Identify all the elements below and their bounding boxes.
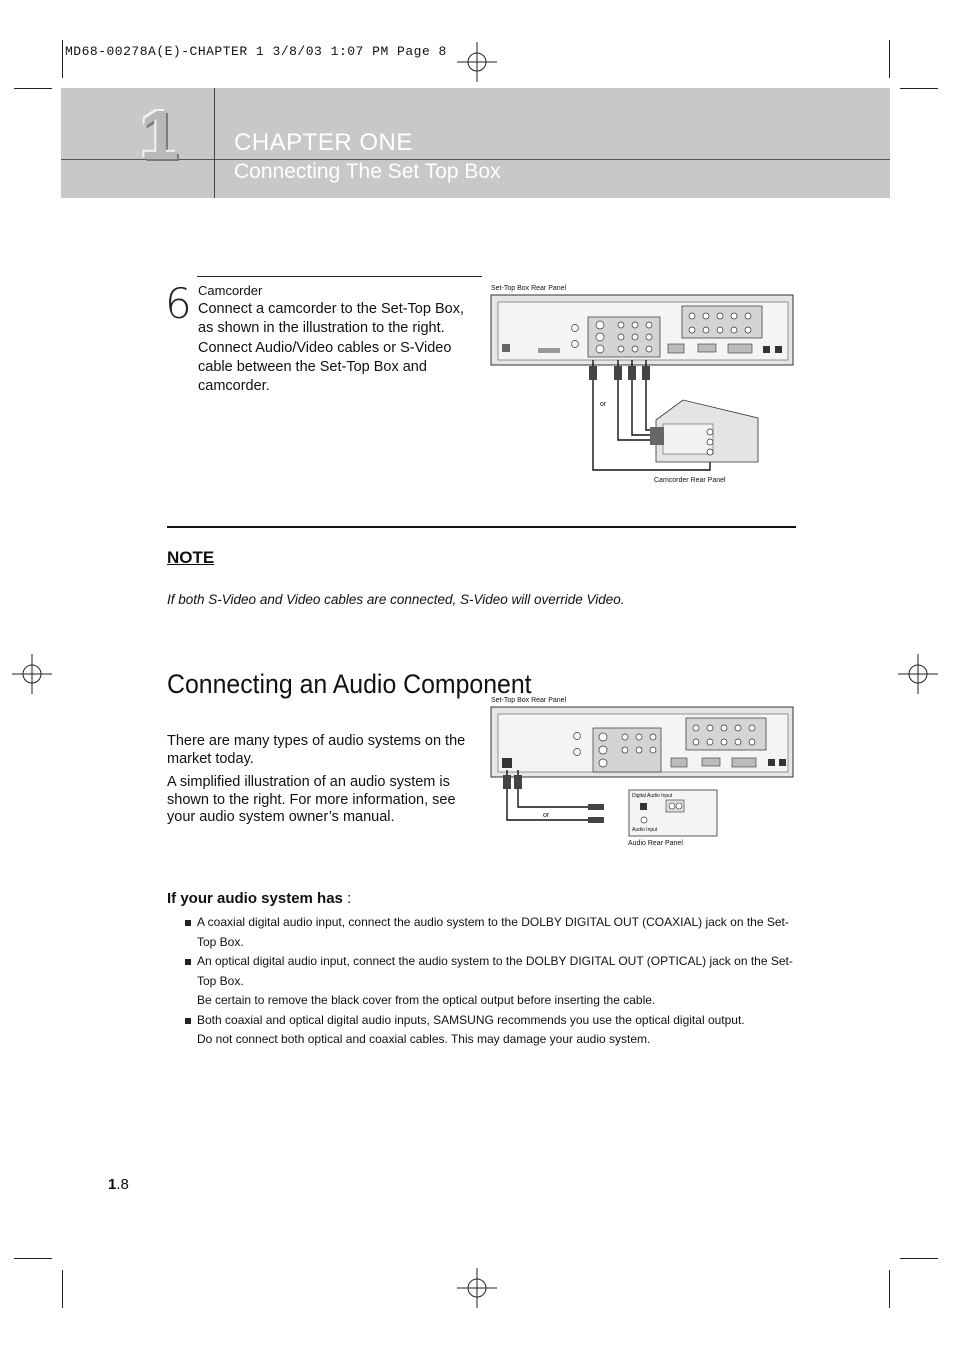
- section-title: Connecting an Audio Component: [167, 669, 532, 699]
- crop-mark: [62, 40, 63, 78]
- registration-mark-icon: [12, 654, 52, 694]
- crop-mark: [14, 1258, 52, 1259]
- bullet-continuation: Do not connect both optical and coaxial cables. This may damage your audio system.: [197, 1032, 651, 1046]
- diagram-bottom-label: Camcorder Rear Panel: [654, 477, 726, 484]
- audio-input-label: Audio Input: [632, 827, 658, 833]
- chapter-number: 1: [140, 96, 179, 174]
- bullet-continuation: Be certain to remove the black cover from the optical output before inserting the cable.: [197, 993, 656, 1007]
- note-heading: NOTE: [167, 548, 215, 567]
- registration-mark-icon: [457, 42, 497, 82]
- print-slug: MD68-00278A(E)-CHAPTER 1 3/8/03 1:07 PM Page 8: [65, 44, 447, 59]
- diagram-top-label: Set-Top Box Rear Panel: [491, 285, 567, 292]
- note-text: If both S-Video and Video cables are connected, S-Video will override Video.: [167, 592, 625, 607]
- diagram-bottom-label: Audio Rear Panel: [628, 840, 683, 847]
- audio-connection-diagram: [488, 690, 794, 850]
- list-item: [185, 952, 805, 1011]
- diagram-top-label: Set-Top Box Rear Panel: [491, 697, 567, 704]
- list-item: [185, 1011, 805, 1050]
- crop-mark: [14, 88, 52, 89]
- diagram-or-label: or: [543, 812, 550, 819]
- step-rule: [197, 276, 482, 277]
- page-number-page: .8: [116, 1176, 129, 1193]
- audio-paragraph: A simplified illustration of an audio system is shown to the right. For more information, see your audio system owner’s manual.: [167, 774, 456, 825]
- audio-conditions-colon: :: [347, 890, 352, 907]
- audio-paragraph: There are many types of audio systems on the market today.: [167, 733, 466, 767]
- page-number-chapter: 1: [108, 1176, 117, 1193]
- bullet-text: A coaxial digital audio input, connect the audio system to the DOLBY DIGITAL OUT (COAXIAL) jack on the Set-Top Box.: [197, 915, 789, 949]
- chapter-subtitle: Connecting The Set Top Box: [234, 160, 501, 183]
- bullet-text: Both coaxial and optical digital audio inputs, SAMSUNG recommends you use the optical digital output.: [197, 1012, 745, 1027]
- note-rule: [167, 526, 796, 528]
- crop-mark: [62, 1270, 63, 1308]
- registration-mark-icon: [898, 654, 938, 694]
- chapter-title: CHAPTER ONE: [234, 129, 413, 156]
- registration-mark-icon: [457, 1268, 497, 1308]
- crop-mark: [900, 1258, 938, 1259]
- crop-mark: [900, 88, 938, 89]
- camcorder-connection-diagram: [488, 280, 794, 490]
- audio-conditions-heading-text: If your audio system has: [167, 890, 343, 907]
- crop-mark: [889, 40, 890, 78]
- bullet-text: An optical digital audio input, connect the audio system to the DOLBY DIGITAL OUT (OPTICAL) jack on the Set-Top Box.: [197, 954, 793, 988]
- header-divider: [214, 88, 215, 198]
- audio-conditions-list: [185, 913, 805, 1050]
- digital-input-label: Digital Audio Input: [632, 793, 673, 799]
- step-label: Camcorder: [198, 283, 263, 298]
- step-text: Connect a camcorder to the Set-Top Box, as shown in the illustration to the right. Connect Audio/Video cables or S-Video cable between the Set-Top Box and camcorder.: [198, 301, 464, 395]
- crop-mark: [889, 1270, 890, 1308]
- list-item: [185, 913, 805, 952]
- page-number: [108, 1176, 129, 1193]
- step-number: 6: [165, 279, 192, 328]
- diagram-or-label: or: [600, 401, 607, 408]
- audio-conditions-heading: [167, 890, 351, 907]
